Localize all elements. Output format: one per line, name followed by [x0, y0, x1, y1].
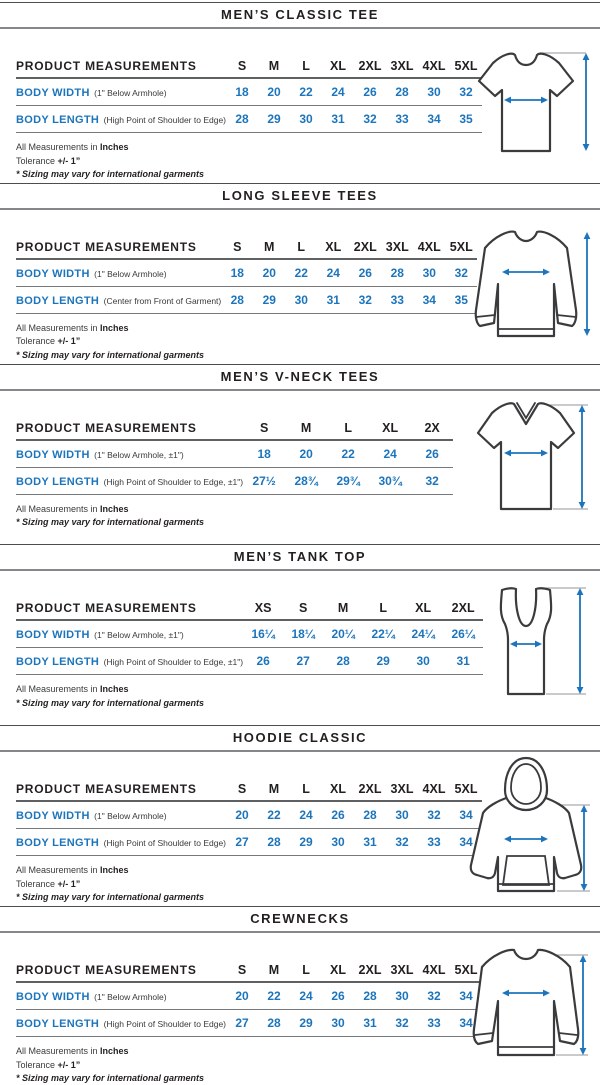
measurements-note-text: All Measurements in: [16, 322, 101, 333]
size-column-header: XS: [254, 601, 272, 616]
v-neck-tee-icon: [456, 393, 596, 517]
garment-outline: [474, 950, 579, 1055]
row-label: BODY WIDTH: [16, 810, 90, 823]
section-content: [0, 210, 600, 362]
measurement-value: 16¼: [251, 627, 275, 642]
tolerance-value: +/- 1”: [57, 1059, 81, 1070]
size-column-header: XL: [330, 782, 346, 797]
size-column-header: 3XL: [390, 59, 414, 73]
measurement-value: 27: [296, 654, 310, 669]
length-arrow: [579, 405, 586, 509]
measurement-value: 32: [459, 85, 473, 99]
row-label: BODY WIDTH: [16, 448, 90, 461]
size-column-header: L: [302, 963, 310, 978]
measurement-value: 32: [454, 265, 468, 280]
long-sleeve-tee-icon: [456, 224, 596, 344]
measurement-value: 26: [363, 85, 377, 99]
sizing-disclaimer: * Sizing may vary for international garments: [16, 517, 205, 528]
table-header-label: PRODUCT MEASUREMENTS: [16, 782, 197, 797]
measurement-value: 18: [235, 85, 249, 99]
table-header-label: PRODUCT MEASUREMENTS: [16, 601, 197, 616]
size-column-header: 2XL: [358, 963, 382, 978]
size-column-header: 5XL: [449, 239, 473, 254]
row-label-cell: [16, 467, 243, 494]
section-tank-top: [0, 544, 600, 723]
measurement-row: [16, 286, 477, 313]
measurement-value: 24: [331, 85, 345, 99]
measurement-value: 28: [363, 808, 377, 823]
size-column-header: XL: [330, 59, 346, 73]
section-title: MEN’S CLASSIC TEE: [221, 7, 379, 22]
sizing-disclaimer: * Sizing may vary for international garments: [16, 1073, 205, 1084]
size-column-header: M: [268, 963, 280, 978]
tank-top-illustration: [456, 576, 596, 707]
measurement-value: 20¼: [331, 627, 355, 642]
measurement-value: 29: [267, 112, 281, 126]
measurement-value: 30: [395, 808, 409, 823]
tolerance-note-text: Tolerance: [16, 1059, 58, 1070]
measurement-value: 30: [416, 654, 430, 669]
measurement-value: 29: [299, 1016, 313, 1031]
measurements-unit-note: [16, 684, 478, 694]
table-header-row: [16, 240, 477, 259]
row-label-cell: [16, 286, 221, 313]
measurement-value: 29: [262, 292, 276, 307]
row-label: BODY WIDTH: [16, 87, 90, 99]
row-note: (1" Below Armhole, ±1"): [94, 630, 184, 641]
row-label: BODY LENGTH: [16, 475, 100, 488]
crewneck-icon: [456, 941, 596, 1063]
row-label: BODY LENGTH: [16, 294, 100, 307]
garment-outline: [476, 231, 577, 335]
size-column-header: S: [237, 59, 247, 73]
row-label-cell: [16, 982, 226, 1010]
length-arrow: [577, 588, 584, 694]
size-chart-document: [0, 2, 600, 1085]
size-column-header: 4XL: [422, 59, 446, 73]
measurement-value: 32: [427, 989, 441, 1004]
measurement-table-area: [16, 391, 478, 528]
measurement-value: 22¼: [371, 627, 395, 642]
size-column-header: S: [237, 782, 247, 797]
measurement-row: [16, 801, 482, 829]
measurement-value: 34: [459, 1016, 473, 1031]
measurement-row: [16, 467, 453, 494]
row-note: (1" Below Armhole): [94, 268, 167, 279]
size-column-header: S: [237, 963, 247, 978]
measurement-value: 24: [326, 265, 340, 280]
size-column-header: 5XL: [454, 782, 478, 797]
measurement-value: 27: [235, 835, 249, 850]
measurement-value: 32: [427, 808, 441, 823]
table-header-label: PRODUCT MEASUREMENTS: [16, 239, 197, 254]
measurement-table-area: [16, 571, 478, 708]
measurements-unit: Inches: [100, 322, 129, 333]
measurement-value: 33: [395, 112, 409, 126]
footnotes: [16, 142, 478, 179]
size-column-header: M: [264, 239, 275, 254]
measurement-value: 31: [456, 654, 470, 669]
measurements-unit-note: [16, 323, 478, 333]
measurement-value: 28: [267, 1016, 281, 1031]
measurement-value: 18: [230, 265, 244, 280]
size-column-header: 5XL: [454, 963, 478, 978]
measurement-value: 22: [341, 446, 355, 461]
size-column-header: M: [268, 59, 280, 73]
size-column-header: 2XL: [353, 239, 377, 254]
row-note: (1" Below Armhole, ±1"): [94, 449, 184, 460]
tolerance-value: +/- 1”: [57, 155, 81, 166]
table-header-row: [16, 601, 483, 620]
tolerance-value: +/- 1”: [57, 336, 81, 347]
measurement-value: 22: [294, 265, 308, 280]
measurements-note-text: All Measurements in: [16, 684, 101, 695]
sizing-disclaimer: * Sizing may vary for international garments: [16, 892, 205, 903]
measurement-row: [16, 440, 453, 468]
size-column-header: 3XL: [390, 963, 414, 978]
size-column-header: XL: [325, 239, 342, 254]
measurement-value: 20: [235, 808, 249, 823]
measurements-table: [16, 421, 453, 495]
row-label-cell: [16, 1010, 226, 1037]
section-content: [0, 391, 600, 543]
measurement-value: 30: [294, 292, 308, 307]
section-content: [0, 933, 600, 1085]
measurement-value: 30: [331, 835, 345, 850]
measurements-table: [16, 59, 482, 133]
size-column-header: 2X: [424, 420, 440, 435]
measurement-value: 33: [427, 835, 441, 850]
table-header-label: PRODUCT MEASUREMENTS: [16, 59, 197, 73]
row-label: BODY LENGTH: [16, 1018, 100, 1031]
measurements-unit: Inches: [100, 865, 129, 876]
tolerance-value: +/- 1”: [57, 878, 81, 889]
measurement-value: 32: [363, 112, 377, 126]
size-column-header: M: [300, 420, 312, 435]
row-label: BODY WIDTH: [16, 267, 90, 280]
measurements-unit-note: [16, 1046, 478, 1056]
section-content: [0, 29, 600, 181]
section-title: HOODIE CLASSIC: [232, 730, 368, 746]
measurement-value: 26: [425, 446, 439, 461]
measurement-table-area: [16, 210, 478, 360]
row-label-cell: [16, 801, 226, 829]
row-label: BODY LENGTH: [16, 656, 100, 669]
row-note: (High Point of Shoulder to Edge, ±1"): [103, 657, 244, 668]
size-column-header: XL: [415, 601, 432, 616]
measurement-row: [16, 259, 477, 287]
measurement-value: 18: [257, 446, 271, 461]
measurement-value: 31: [363, 835, 377, 850]
measurement-row: [16, 106, 482, 133]
measurements-note-text: All Measurements in: [16, 865, 101, 876]
measurement-value: 33: [427, 1016, 441, 1031]
long-sleeve-tee-illustration: [456, 224, 596, 349]
section-header-band: [0, 725, 600, 752]
garment-outline: [479, 54, 573, 151]
section-crewneck: [0, 906, 600, 1085]
measurement-value: 28: [230, 292, 244, 307]
measurement-value: 22: [267, 808, 281, 823]
size-column-header: 5XL: [454, 59, 478, 73]
measurement-value: 30: [427, 85, 441, 99]
measurement-value: 18¼: [291, 627, 315, 642]
measurement-value: 26: [256, 654, 270, 669]
size-column-header: M: [268, 782, 280, 797]
measurement-table-area: [16, 752, 478, 902]
measurement-value: 34: [459, 989, 473, 1004]
length-arrow: [581, 805, 588, 891]
measurement-value: 28¾: [294, 473, 318, 488]
tolerance-note: [16, 1060, 478, 1070]
classic-tee-illustration: [456, 45, 596, 164]
tolerance-note: [16, 156, 478, 166]
measurements-note-text: All Measurements in: [16, 503, 101, 514]
size-column-header: S: [233, 239, 242, 254]
row-label-cell: [16, 829, 226, 856]
length-arrow: [580, 955, 587, 1055]
measurement-value: 34: [422, 292, 436, 307]
measurements-note-text: All Measurements in: [16, 1046, 101, 1057]
measurement-value: 28: [235, 112, 249, 126]
measurements-unit-note: [16, 865, 478, 875]
section-header-band: [0, 364, 600, 391]
section-header-band: [0, 544, 600, 571]
footnotes: [16, 684, 478, 708]
tolerance-note-text: Tolerance: [16, 336, 58, 347]
row-note: (High Point of Shoulder to Edge): [103, 838, 227, 849]
measurement-value: 28: [363, 989, 377, 1004]
measurement-value: 31: [326, 292, 340, 307]
section-header-band: [0, 906, 600, 933]
footnotes: [16, 323, 478, 360]
measurement-value: 29¾: [336, 473, 360, 488]
footnotes: [16, 865, 478, 902]
table-header-label: PRODUCT MEASUREMENTS: [16, 963, 197, 978]
row-label: BODY LENGTH: [16, 837, 100, 850]
measurement-table-area: [16, 933, 478, 1083]
measurements-unit-note: [16, 504, 478, 514]
measurement-value: 31: [363, 1016, 377, 1031]
measurement-value: 26¼: [451, 627, 475, 642]
measurement-value: 32: [358, 292, 372, 307]
measurement-value: 26: [331, 808, 345, 823]
measurement-row: [16, 78, 482, 106]
measurement-value: 29: [376, 654, 390, 669]
size-column-header: L: [297, 239, 306, 254]
tolerance-note-text: Tolerance: [16, 878, 58, 889]
section-hoodie: [0, 725, 600, 904]
measurements-table: [16, 782, 482, 856]
measurement-value: 28: [336, 654, 350, 669]
size-column-header: L: [379, 601, 387, 616]
measurement-value: 31: [331, 112, 345, 126]
row-note: (1" Below Armhole): [94, 88, 167, 98]
hoodie-icon: [456, 753, 596, 903]
measurements-note-text: All Measurements in: [16, 142, 101, 152]
size-column-header: S: [298, 601, 308, 616]
size-column-header: 4XL: [422, 963, 446, 978]
size-column-header: S: [259, 420, 269, 435]
size-column-header: L: [302, 782, 310, 797]
v-neck-tee-illustration: [456, 393, 596, 522]
measurement-value: 32: [425, 473, 439, 488]
measurement-value: 24: [299, 989, 313, 1004]
row-label: BODY WIDTH: [16, 629, 90, 642]
measurement-row: [16, 1010, 482, 1037]
measurements-table: [16, 963, 482, 1037]
measurement-value: 33: [390, 292, 404, 307]
section-content: [0, 752, 600, 904]
row-note: (High Point of Shoulder to Edge): [103, 1019, 227, 1030]
measurement-value: 34: [459, 835, 473, 850]
size-column-header: 4XL: [417, 239, 441, 254]
section-title: LONG SLEEVE TEES: [222, 187, 378, 203]
row-label-cell: [16, 78, 226, 106]
measurement-value: 24¼: [411, 627, 435, 642]
row-note: (1" Below Armhole): [94, 811, 167, 822]
size-column-header: 3XL: [385, 239, 409, 254]
section-title: CREWNECKS: [250, 911, 350, 927]
row-note: (High Point of Shoulder to Edge, ±1"): [103, 476, 244, 487]
section-header-band: [0, 183, 600, 210]
row-label-cell: [16, 620, 243, 648]
measurements-unit: Inches: [100, 142, 129, 152]
measurements-table: [16, 601, 483, 675]
measurement-value: 28: [395, 85, 409, 99]
measurement-value: 28: [267, 835, 281, 850]
section-classic-tee: [0, 2, 600, 181]
row-label: BODY LENGTH: [16, 114, 100, 126]
measurements-unit: Inches: [100, 503, 129, 514]
classic-tee-icon: [456, 45, 596, 159]
measurement-row: [16, 982, 482, 1010]
measurement-value: 20: [262, 265, 276, 280]
table-header-row: [16, 782, 482, 801]
measurement-value: 20: [299, 446, 313, 461]
size-column-header: 4XL: [422, 782, 446, 797]
section-v-neck-tee: [0, 364, 600, 543]
size-column-header: XL: [330, 963, 346, 978]
measurement-value: 24: [383, 446, 397, 461]
tolerance-note: [16, 879, 478, 889]
measurements-unit: Inches: [100, 1046, 129, 1057]
measurement-value: 34: [427, 112, 441, 126]
sizing-disclaimer: * Sizing may vary for international garments: [16, 697, 205, 708]
tolerance-note: [16, 336, 478, 346]
measurement-value: 22: [267, 989, 281, 1004]
row-note: (1" Below Armhole): [94, 992, 167, 1003]
measurement-value: 35: [454, 292, 468, 307]
size-column-header: M: [337, 601, 349, 616]
table-header-row: [16, 421, 453, 440]
size-column-header: XL: [382, 420, 399, 435]
measurements-table: [16, 240, 477, 314]
length-arrow: [584, 232, 591, 336]
section-title: MEN’S V-NECK TEES: [220, 368, 380, 384]
size-column-header: L: [344, 420, 352, 435]
measurements-unit: Inches: [100, 684, 129, 695]
measurement-value: 30: [422, 265, 436, 280]
table-header-label: PRODUCT MEASUREMENTS: [16, 420, 197, 435]
section-header-band: [0, 2, 600, 29]
sizing-disclaimer: * Sizing may vary for international garments: [16, 349, 205, 360]
row-note: (Center from Front of Garment): [103, 295, 222, 306]
length-arrow: [583, 53, 590, 151]
measurement-value: 32: [395, 835, 409, 850]
measurement-value: 34: [459, 808, 473, 823]
footnotes: [16, 1046, 478, 1083]
section-long-sleeve-tee: [0, 183, 600, 362]
measurement-value: 20: [267, 85, 281, 99]
section-content: [0, 571, 600, 723]
measurement-row: [16, 648, 483, 675]
footnotes: [16, 504, 478, 528]
hoodie-illustration: [456, 753, 596, 908]
garment-outline: [501, 589, 551, 695]
row-label-cell: [16, 440, 243, 468]
measurement-value: 22: [299, 85, 313, 99]
measurements-unit-note: [16, 142, 478, 152]
row-label-cell: [16, 648, 243, 675]
crewneck-illustration: [456, 941, 596, 1068]
size-column-header: 2XL: [451, 601, 475, 616]
size-column-header: L: [302, 59, 310, 73]
sizing-disclaimer: * Sizing may vary for international garments: [16, 169, 205, 179]
table-header-row: [16, 963, 482, 982]
size-column-header: 3XL: [390, 782, 414, 797]
table-header-row: [16, 59, 482, 78]
measurement-value: 35: [459, 112, 473, 126]
row-note: (High Point of Shoulder to Edge): [103, 115, 227, 125]
measurement-value: 20: [235, 989, 249, 1004]
measurement-value: 24: [299, 808, 313, 823]
measurement-value: 27½: [252, 473, 276, 488]
measurement-row: [16, 620, 483, 648]
measurement-value: 26: [358, 265, 372, 280]
measurement-value: 30: [395, 989, 409, 1004]
size-column-header: 2XL: [358, 782, 382, 797]
measurement-value: 30: [331, 1016, 345, 1031]
measurement-value: 30¾: [378, 473, 402, 488]
section-title: MEN’S TANK TOP: [233, 549, 367, 565]
measurement-value: 26: [331, 989, 345, 1004]
row-label-cell: [16, 106, 226, 133]
measurement-table-area: [16, 29, 478, 179]
measurement-value: 28: [390, 265, 404, 280]
measurement-value: 29: [299, 835, 313, 850]
measurement-value: 27: [235, 1016, 249, 1031]
tank-top-icon: [456, 576, 596, 702]
row-label: BODY WIDTH: [16, 991, 90, 1004]
measurement-value: 32: [395, 1016, 409, 1031]
size-column-header: 2XL: [358, 59, 382, 73]
measurement-value: 30: [299, 112, 313, 126]
measurement-row: [16, 829, 482, 856]
tolerance-note-text: Tolerance: [16, 155, 58, 166]
row-label-cell: [16, 259, 221, 287]
